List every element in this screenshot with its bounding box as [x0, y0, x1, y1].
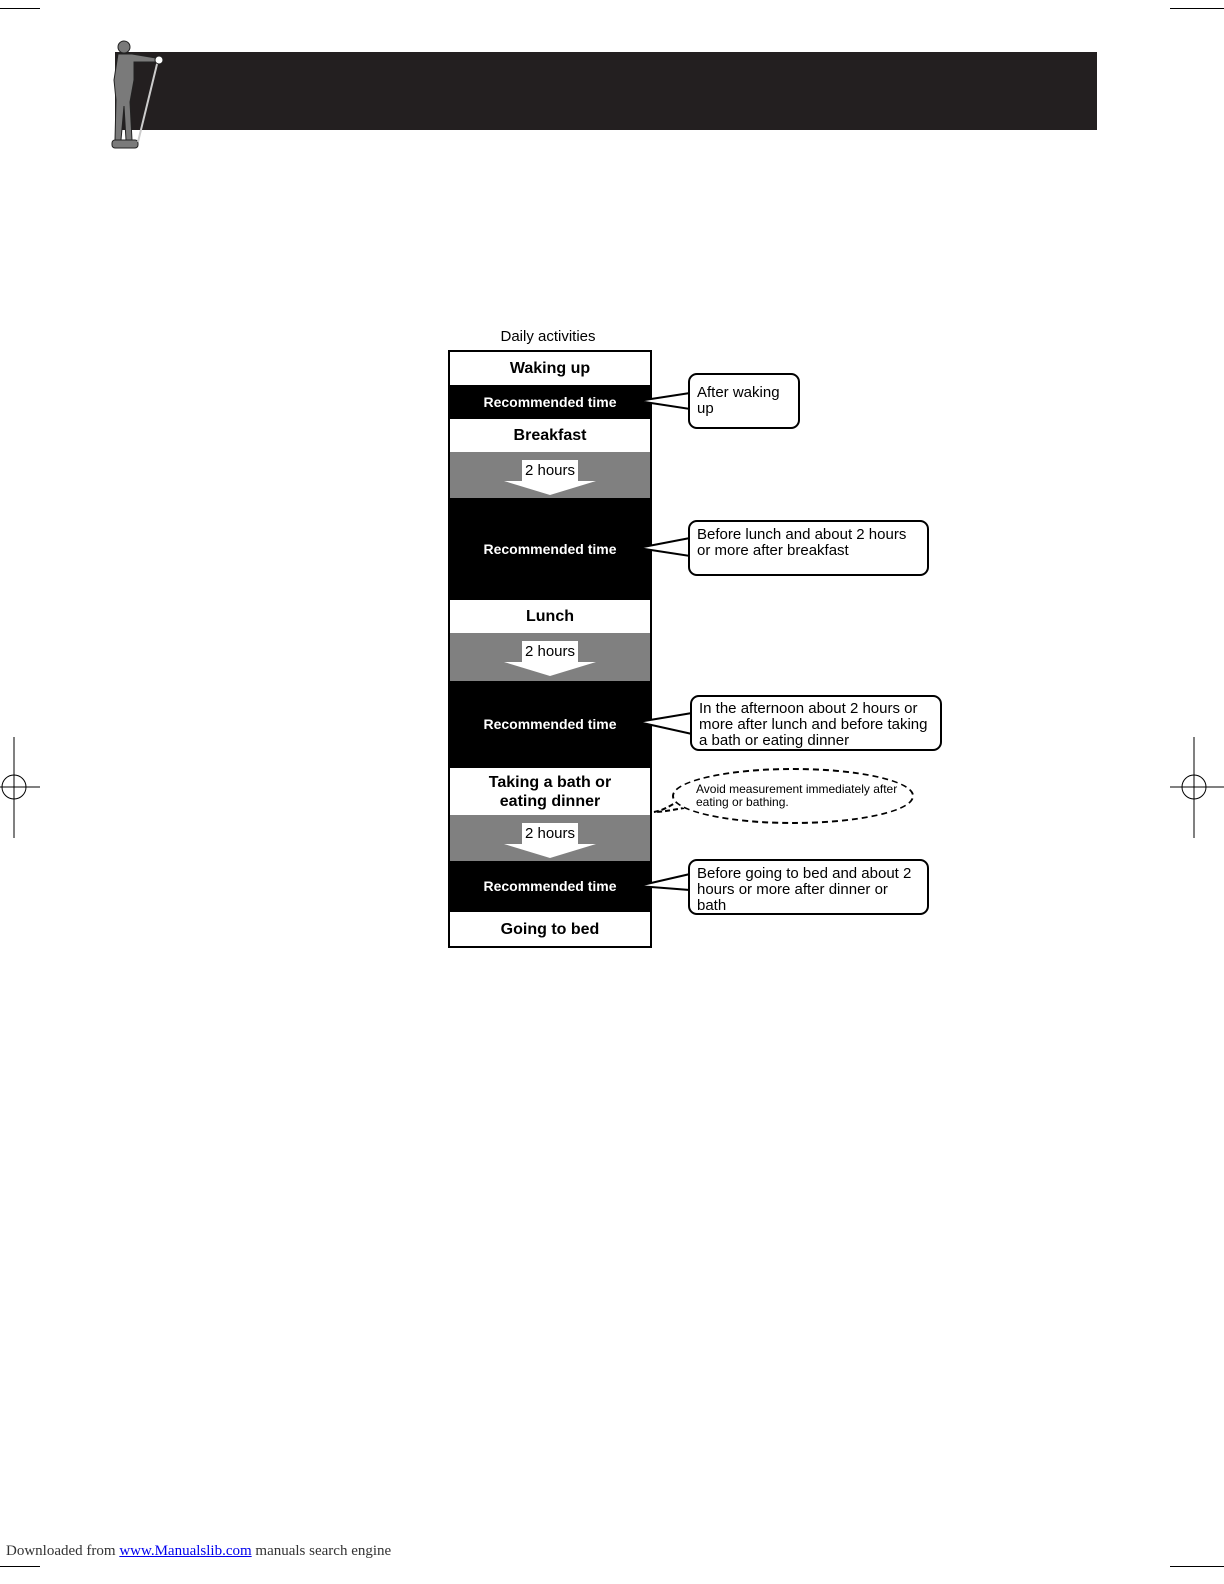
- gap-label: 2 hours: [522, 460, 578, 481]
- callout-avoid-measurement: Avoid measurement immediately after eating or bathing.: [672, 768, 914, 824]
- activity-line: eating dinner: [499, 792, 601, 810]
- gap-label: 2 hours: [522, 641, 578, 662]
- footer: [6, 1543, 391, 1560]
- footer-prefix: Downloaded from: [6, 1543, 116, 1559]
- diagram-title: Daily activities: [500, 328, 596, 345]
- callout-before-lunch: Before lunch and about 2 hours or more after breakfast: [688, 520, 929, 576]
- footer-suffix: manuals search engine: [255, 1543, 392, 1559]
- callout-pointer: [638, 393, 690, 409]
- activity-breakfast: Breakfast: [450, 418, 650, 452]
- activity-waking-up: Waking up: [450, 352, 650, 385]
- callout-after-waking: After waking up: [688, 373, 800, 429]
- activity-lunch: Lunch: [450, 599, 650, 633]
- callout-pointer: [638, 874, 690, 890]
- callout-before-bed: Before going to bed and about 2 hours or more after dinner or bath: [688, 859, 929, 915]
- gap-label: 2 hours: [522, 823, 578, 844]
- recommended-time-block: Recommended time: [450, 385, 650, 418]
- recommended-time-block: Recommended time: [450, 861, 650, 911]
- callout-pointer: [638, 713, 692, 734]
- footer-link[interactable]: www.Manualslib.com: [119, 1543, 252, 1559]
- activity-going-to-bed: Going to bed: [450, 911, 650, 946]
- recommended-time-block: Recommended time: [450, 498, 650, 599]
- callout-pointer: [638, 538, 690, 556]
- callout-afternoon: In the afternoon about 2 hours or more after lunch and before taking a bath or eating dinner: [690, 695, 942, 751]
- activity-line: Taking a bath or: [488, 773, 612, 791]
- recommended-time-block: Recommended time: [450, 681, 650, 767]
